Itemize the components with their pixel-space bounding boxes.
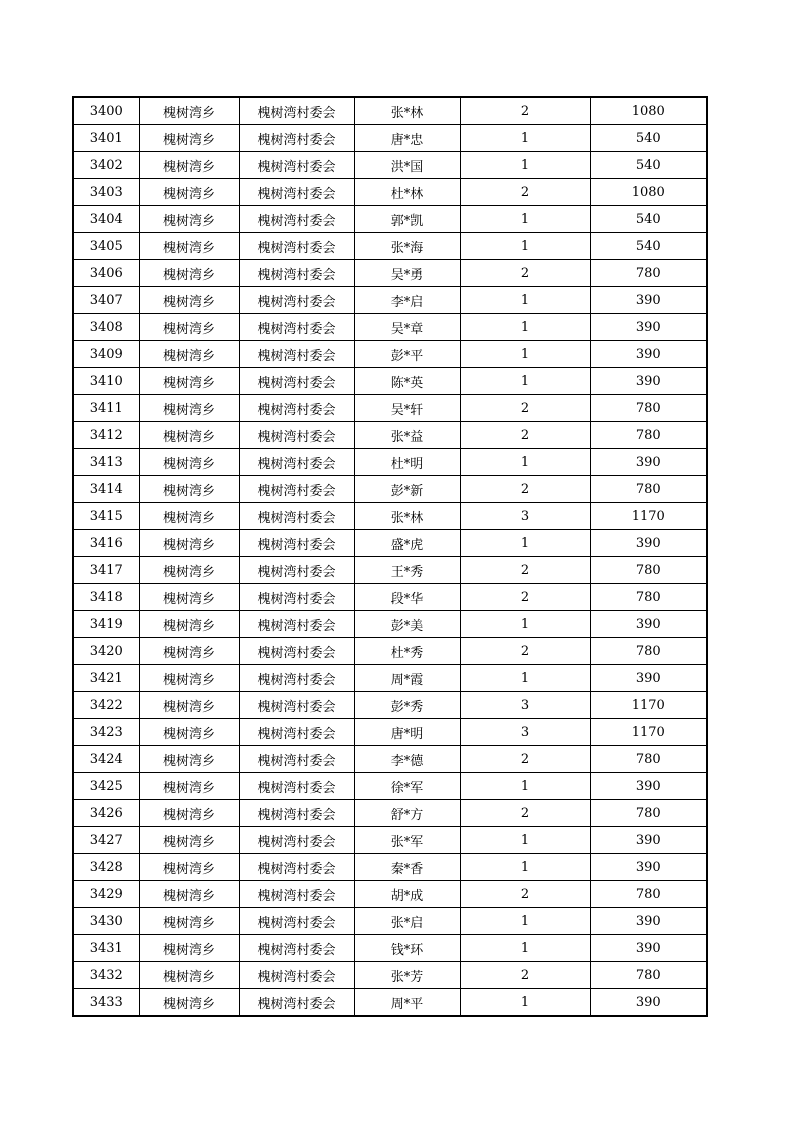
table-row [73, 395, 707, 422]
village-cell: 槐树湾村委会 [239, 395, 354, 422]
amount-cell: 390 [590, 665, 707, 692]
row-number-cell: 3417 [73, 557, 139, 584]
row-number-cell: 3400 [73, 97, 139, 125]
township-cell: 槐树湾乡 [139, 152, 239, 179]
amount-cell: 780 [590, 638, 707, 665]
village-cell: 槐树湾村委会 [239, 854, 354, 881]
amount-cell: 390 [590, 530, 707, 557]
name-cell: 吴*章 [354, 314, 460, 341]
amount-cell: 1170 [590, 692, 707, 719]
name-cell: 王*秀 [354, 557, 460, 584]
row-number-cell: 3414 [73, 476, 139, 503]
amount-cell: 390 [590, 827, 707, 854]
name-cell: 张*林 [354, 503, 460, 530]
amount-cell: 780 [590, 584, 707, 611]
table-row [73, 773, 707, 800]
table-row [73, 800, 707, 827]
household-count-cell: 1 [460, 449, 590, 476]
household-count-cell: 2 [460, 179, 590, 206]
amount-cell: 780 [590, 260, 707, 287]
household-count-cell: 1 [460, 773, 590, 800]
data-table [72, 96, 708, 1017]
household-count-cell: 1 [460, 854, 590, 881]
name-cell: 张*林 [354, 97, 460, 125]
row-number-cell: 3403 [73, 179, 139, 206]
village-cell: 槐树湾村委会 [239, 665, 354, 692]
row-number-cell: 3413 [73, 449, 139, 476]
table-row [73, 125, 707, 152]
amount-cell: 540 [590, 206, 707, 233]
village-cell: 槐树湾村委会 [239, 287, 354, 314]
township-cell: 槐树湾乡 [139, 97, 239, 125]
household-count-cell: 1 [460, 989, 590, 1017]
township-cell: 槐树湾乡 [139, 827, 239, 854]
row-number-cell: 3418 [73, 584, 139, 611]
table-row [73, 179, 707, 206]
amount-cell: 390 [590, 449, 707, 476]
row-number-cell: 3416 [73, 530, 139, 557]
township-cell: 槐树湾乡 [139, 773, 239, 800]
name-cell: 徐*军 [354, 773, 460, 800]
amount-cell: 390 [590, 314, 707, 341]
household-count-cell: 1 [460, 152, 590, 179]
table-body [73, 97, 707, 1016]
village-cell: 槐树湾村委会 [239, 341, 354, 368]
name-cell: 张*启 [354, 908, 460, 935]
table-row [73, 854, 707, 881]
name-cell: 舒*方 [354, 800, 460, 827]
township-cell: 槐树湾乡 [139, 341, 239, 368]
row-number-cell: 3409 [73, 341, 139, 368]
village-cell: 槐树湾村委会 [239, 152, 354, 179]
amount-cell: 390 [590, 611, 707, 638]
row-number-cell: 3407 [73, 287, 139, 314]
township-cell: 槐树湾乡 [139, 179, 239, 206]
township-cell: 槐树湾乡 [139, 908, 239, 935]
township-cell: 槐树湾乡 [139, 584, 239, 611]
name-cell: 张*益 [354, 422, 460, 449]
household-count-cell: 2 [460, 97, 590, 125]
amount-cell: 390 [590, 287, 707, 314]
row-number-cell: 3421 [73, 665, 139, 692]
table-row [73, 719, 707, 746]
township-cell: 槐树湾乡 [139, 611, 239, 638]
township-cell: 槐树湾乡 [139, 854, 239, 881]
table-row [73, 206, 707, 233]
table-row [73, 368, 707, 395]
amount-cell: 780 [590, 881, 707, 908]
township-cell: 槐树湾乡 [139, 557, 239, 584]
amount-cell: 1170 [590, 719, 707, 746]
township-cell: 槐树湾乡 [139, 395, 239, 422]
village-cell: 槐树湾村委会 [239, 530, 354, 557]
township-cell: 槐树湾乡 [139, 368, 239, 395]
household-count-cell: 1 [460, 908, 590, 935]
row-number-cell: 3425 [73, 773, 139, 800]
village-cell: 槐树湾村委会 [239, 503, 354, 530]
row-number-cell: 3431 [73, 935, 139, 962]
name-cell: 郭*凯 [354, 206, 460, 233]
township-cell: 槐树湾乡 [139, 503, 239, 530]
township-cell: 槐树湾乡 [139, 989, 239, 1017]
township-cell: 槐树湾乡 [139, 665, 239, 692]
table-row [73, 746, 707, 773]
amount-cell: 390 [590, 854, 707, 881]
household-count-cell: 2 [460, 395, 590, 422]
name-cell: 段*华 [354, 584, 460, 611]
name-cell: 周*霞 [354, 665, 460, 692]
table-row [73, 935, 707, 962]
name-cell: 杜*秀 [354, 638, 460, 665]
row-number-cell: 3405 [73, 233, 139, 260]
village-cell: 槐树湾村委会 [239, 800, 354, 827]
name-cell: 彭*秀 [354, 692, 460, 719]
row-number-cell: 3412 [73, 422, 139, 449]
table-row [73, 476, 707, 503]
township-cell: 槐树湾乡 [139, 233, 239, 260]
village-cell: 槐树湾村委会 [239, 422, 354, 449]
table-row [73, 611, 707, 638]
name-cell: 张*芳 [354, 962, 460, 989]
table-row [73, 989, 707, 1017]
row-number-cell: 3433 [73, 989, 139, 1017]
name-cell: 唐*明 [354, 719, 460, 746]
township-cell: 槐树湾乡 [139, 638, 239, 665]
household-count-cell: 3 [460, 692, 590, 719]
row-number-cell: 3419 [73, 611, 139, 638]
amount-cell: 390 [590, 908, 707, 935]
township-cell: 槐树湾乡 [139, 422, 239, 449]
table-row [73, 422, 707, 449]
household-count-cell: 2 [460, 800, 590, 827]
township-cell: 槐树湾乡 [139, 260, 239, 287]
township-cell: 槐树湾乡 [139, 314, 239, 341]
row-number-cell: 3402 [73, 152, 139, 179]
village-cell: 槐树湾村委会 [239, 97, 354, 125]
village-cell: 槐树湾村委会 [239, 692, 354, 719]
amount-cell: 540 [590, 152, 707, 179]
amount-cell: 780 [590, 557, 707, 584]
row-number-cell: 3423 [73, 719, 139, 746]
household-count-cell: 2 [460, 476, 590, 503]
household-count-cell: 2 [460, 962, 590, 989]
village-cell: 槐树湾村委会 [239, 206, 354, 233]
name-cell: 李*德 [354, 746, 460, 773]
name-cell: 张*海 [354, 233, 460, 260]
table-row [73, 97, 707, 125]
row-number-cell: 3404 [73, 206, 139, 233]
amount-cell: 390 [590, 989, 707, 1017]
household-count-cell: 2 [460, 260, 590, 287]
village-cell: 槐树湾村委会 [239, 125, 354, 152]
township-cell: 槐树湾乡 [139, 476, 239, 503]
row-number-cell: 3401 [73, 125, 139, 152]
amount-cell: 540 [590, 233, 707, 260]
row-number-cell: 3430 [73, 908, 139, 935]
household-count-cell: 1 [460, 125, 590, 152]
household-count-cell: 2 [460, 881, 590, 908]
table-row [73, 638, 707, 665]
table-row [73, 503, 707, 530]
name-cell: 李*启 [354, 287, 460, 314]
amount-cell: 780 [590, 395, 707, 422]
name-cell: 彭*美 [354, 611, 460, 638]
village-cell: 槐树湾村委会 [239, 449, 354, 476]
village-cell: 槐树湾村委会 [239, 368, 354, 395]
village-cell: 槐树湾村委会 [239, 935, 354, 962]
amount-cell: 390 [590, 341, 707, 368]
amount-cell: 780 [590, 746, 707, 773]
table-row [73, 233, 707, 260]
name-cell: 盛*虎 [354, 530, 460, 557]
amount-cell: 780 [590, 962, 707, 989]
table-row [73, 449, 707, 476]
amount-cell: 390 [590, 935, 707, 962]
row-number-cell: 3422 [73, 692, 139, 719]
amount-cell: 1080 [590, 179, 707, 206]
household-count-cell: 1 [460, 827, 590, 854]
name-cell: 彭*新 [354, 476, 460, 503]
name-cell: 吴*勇 [354, 260, 460, 287]
township-cell: 槐树湾乡 [139, 800, 239, 827]
village-cell: 槐树湾村委会 [239, 773, 354, 800]
table-row [73, 287, 707, 314]
name-cell: 钱*环 [354, 935, 460, 962]
household-count-cell: 1 [460, 287, 590, 314]
name-cell: 洪*国 [354, 152, 460, 179]
name-cell: 彭*平 [354, 341, 460, 368]
amount-cell: 780 [590, 800, 707, 827]
row-number-cell: 3424 [73, 746, 139, 773]
township-cell: 槐树湾乡 [139, 881, 239, 908]
village-cell: 槐树湾村委会 [239, 557, 354, 584]
name-cell: 周*平 [354, 989, 460, 1017]
row-number-cell: 3410 [73, 368, 139, 395]
village-cell: 槐树湾村委会 [239, 908, 354, 935]
township-cell: 槐树湾乡 [139, 719, 239, 746]
household-count-cell: 3 [460, 503, 590, 530]
township-cell: 槐树湾乡 [139, 935, 239, 962]
township-cell: 槐树湾乡 [139, 746, 239, 773]
name-cell: 胡*成 [354, 881, 460, 908]
village-cell: 槐树湾村委会 [239, 746, 354, 773]
name-cell: 杜*明 [354, 449, 460, 476]
name-cell: 秦*香 [354, 854, 460, 881]
household-count-cell: 1 [460, 935, 590, 962]
row-number-cell: 3428 [73, 854, 139, 881]
table-row [73, 152, 707, 179]
amount-cell: 390 [590, 773, 707, 800]
name-cell: 张*军 [354, 827, 460, 854]
township-cell: 槐树湾乡 [139, 962, 239, 989]
household-count-cell: 1 [460, 611, 590, 638]
village-cell: 槐树湾村委会 [239, 638, 354, 665]
township-cell: 槐树湾乡 [139, 206, 239, 233]
village-cell: 槐树湾村委会 [239, 476, 354, 503]
table-row [73, 557, 707, 584]
table-row [73, 908, 707, 935]
amount-cell: 1080 [590, 97, 707, 125]
table-row [73, 827, 707, 854]
household-count-cell: 1 [460, 368, 590, 395]
amount-cell: 1170 [590, 503, 707, 530]
household-count-cell: 1 [460, 206, 590, 233]
household-count-cell: 2 [460, 584, 590, 611]
village-cell: 槐树湾村委会 [239, 584, 354, 611]
village-cell: 槐树湾村委会 [239, 260, 354, 287]
village-cell: 槐树湾村委会 [239, 719, 354, 746]
row-number-cell: 3408 [73, 314, 139, 341]
household-count-cell: 1 [460, 530, 590, 557]
household-count-cell: 1 [460, 314, 590, 341]
township-cell: 槐树湾乡 [139, 287, 239, 314]
village-cell: 槐树湾村委会 [239, 179, 354, 206]
row-number-cell: 3406 [73, 260, 139, 287]
name-cell: 吴*轩 [354, 395, 460, 422]
village-cell: 槐树湾村委会 [239, 881, 354, 908]
table-row [73, 341, 707, 368]
amount-cell: 540 [590, 125, 707, 152]
table-row [73, 260, 707, 287]
row-number-cell: 3429 [73, 881, 139, 908]
township-cell: 槐树湾乡 [139, 530, 239, 557]
household-count-cell: 1 [460, 233, 590, 260]
table-row [73, 584, 707, 611]
village-cell: 槐树湾村委会 [239, 611, 354, 638]
household-count-cell: 2 [460, 422, 590, 449]
village-cell: 槐树湾村委会 [239, 962, 354, 989]
name-cell: 杜*林 [354, 179, 460, 206]
township-cell: 槐树湾乡 [139, 125, 239, 152]
township-cell: 槐树湾乡 [139, 449, 239, 476]
household-count-cell: 2 [460, 557, 590, 584]
household-count-cell: 2 [460, 638, 590, 665]
amount-cell: 390 [590, 368, 707, 395]
row-number-cell: 3420 [73, 638, 139, 665]
village-cell: 槐树湾村委会 [239, 314, 354, 341]
name-cell: 唐*忠 [354, 125, 460, 152]
village-cell: 槐树湾村委会 [239, 827, 354, 854]
village-cell: 槐树湾村委会 [239, 233, 354, 260]
amount-cell: 780 [590, 476, 707, 503]
table-row [73, 530, 707, 557]
row-number-cell: 3411 [73, 395, 139, 422]
table-row [73, 962, 707, 989]
name-cell: 陈*英 [354, 368, 460, 395]
township-cell: 槐树湾乡 [139, 692, 239, 719]
row-number-cell: 3432 [73, 962, 139, 989]
amount-cell: 780 [590, 422, 707, 449]
household-count-cell: 3 [460, 719, 590, 746]
row-number-cell: 3426 [73, 800, 139, 827]
village-cell: 槐树湾村委会 [239, 989, 354, 1017]
household-count-cell: 1 [460, 665, 590, 692]
row-number-cell: 3415 [73, 503, 139, 530]
row-number-cell: 3427 [73, 827, 139, 854]
table-row [73, 314, 707, 341]
table-row [73, 881, 707, 908]
table-row [73, 665, 707, 692]
household-count-cell: 1 [460, 341, 590, 368]
household-count-cell: 2 [460, 746, 590, 773]
table-row [73, 692, 707, 719]
